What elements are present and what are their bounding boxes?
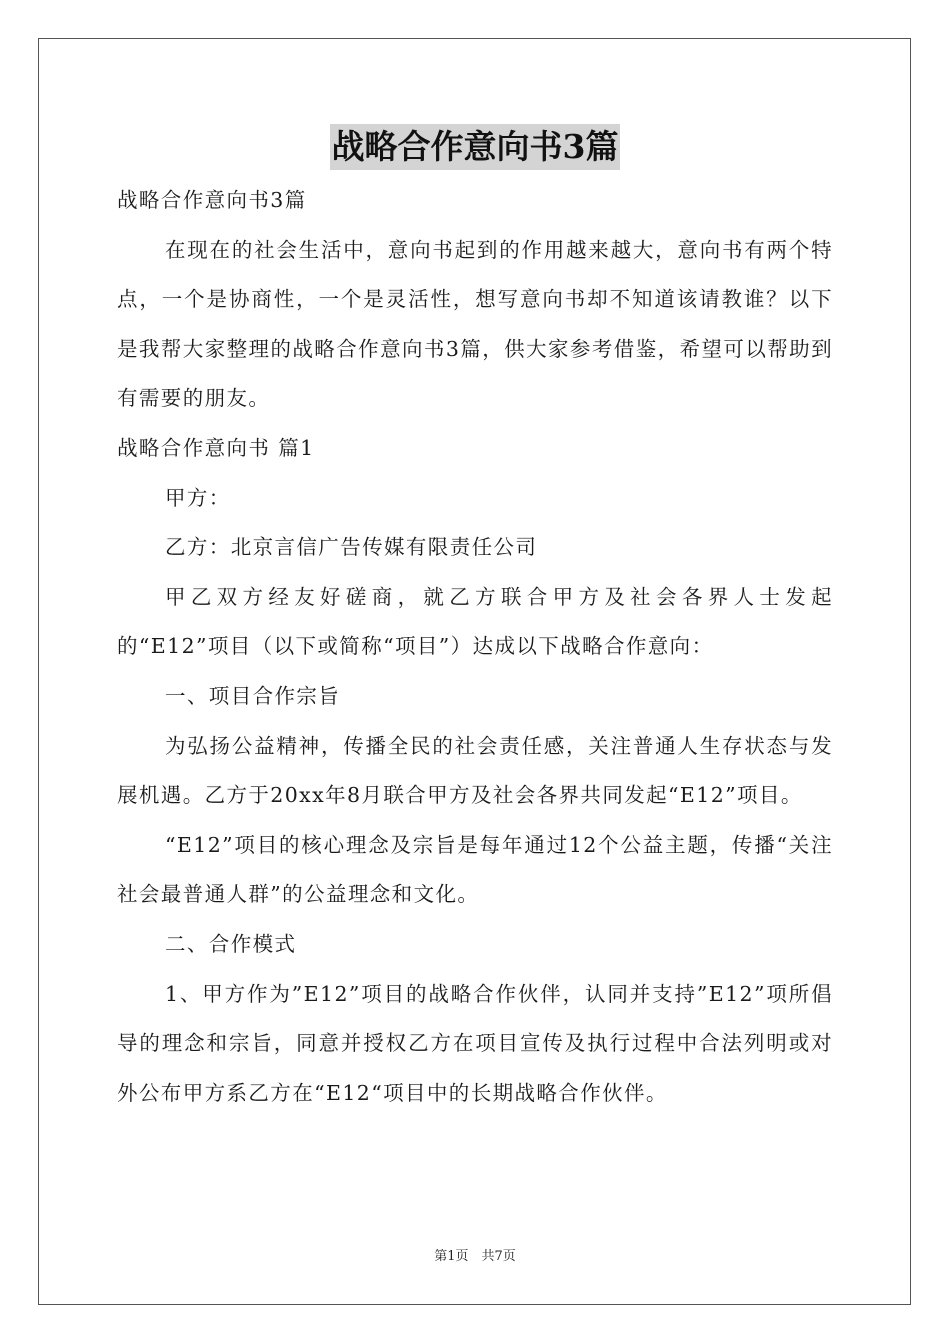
paragraph: 战略合作意向书3篇 (117, 188, 307, 212)
paragraph: 二、合作模式 (165, 931, 297, 956)
paragraph: 乙方：北京言信广告传媒有限责任公司 (165, 535, 538, 560)
paragraph: 1、甲方作为”E12”项目的战略合作伙伴，认同并支持”E12”项所倡导的理念和宗旨，同意并授权乙方在项目宣传及执行过程中合法列明或对外公布甲方系乙方在“E12“项目中的长期战略合作伙伴。 (117, 981, 833, 1105)
paragraph: 甲乙双方经友好磋商，就乙方联合甲方及社会各界人士发起的“E12”项目（以下或简称“项目”）达成以下战略合作意向： (117, 584, 833, 659)
paragraph: 在现在的社会生活中，意向书起到的作用越来越大，意向书有两个特点，一个是协商性，一个是灵活性，想写意向书却不知道该请教谁？以下是我帮大家整理的战略合作意向书3篇，供大家参考借鉴，希望可以帮助到有需要的朋友。 (117, 237, 833, 411)
page-footer: 第1页 共7页 (434, 1249, 516, 1264)
paragraph: 甲方： (165, 485, 231, 510)
paragraph: “E12”项目的核心理念及宗旨是每年通过12个公益主题，传播“关注社会最普通人群”的公益理念和文化。 (117, 832, 833, 907)
document-title: 战略合作意向书3篇 (330, 124, 621, 170)
paragraph: 一、项目合作宗旨 (165, 683, 341, 708)
document-title-wrap (0, 124, 950, 170)
document-body (117, 176, 833, 1118)
paragraph: 为弘扬公益精神，传播全民的社会责任感，关注普通人生存状态与发展机遇。乙方于20xx年8月联合甲方及社会各界共同发起“E12”项目。 (117, 733, 833, 808)
paragraph: 战略合作意向书 篇1 (117, 435, 315, 460)
